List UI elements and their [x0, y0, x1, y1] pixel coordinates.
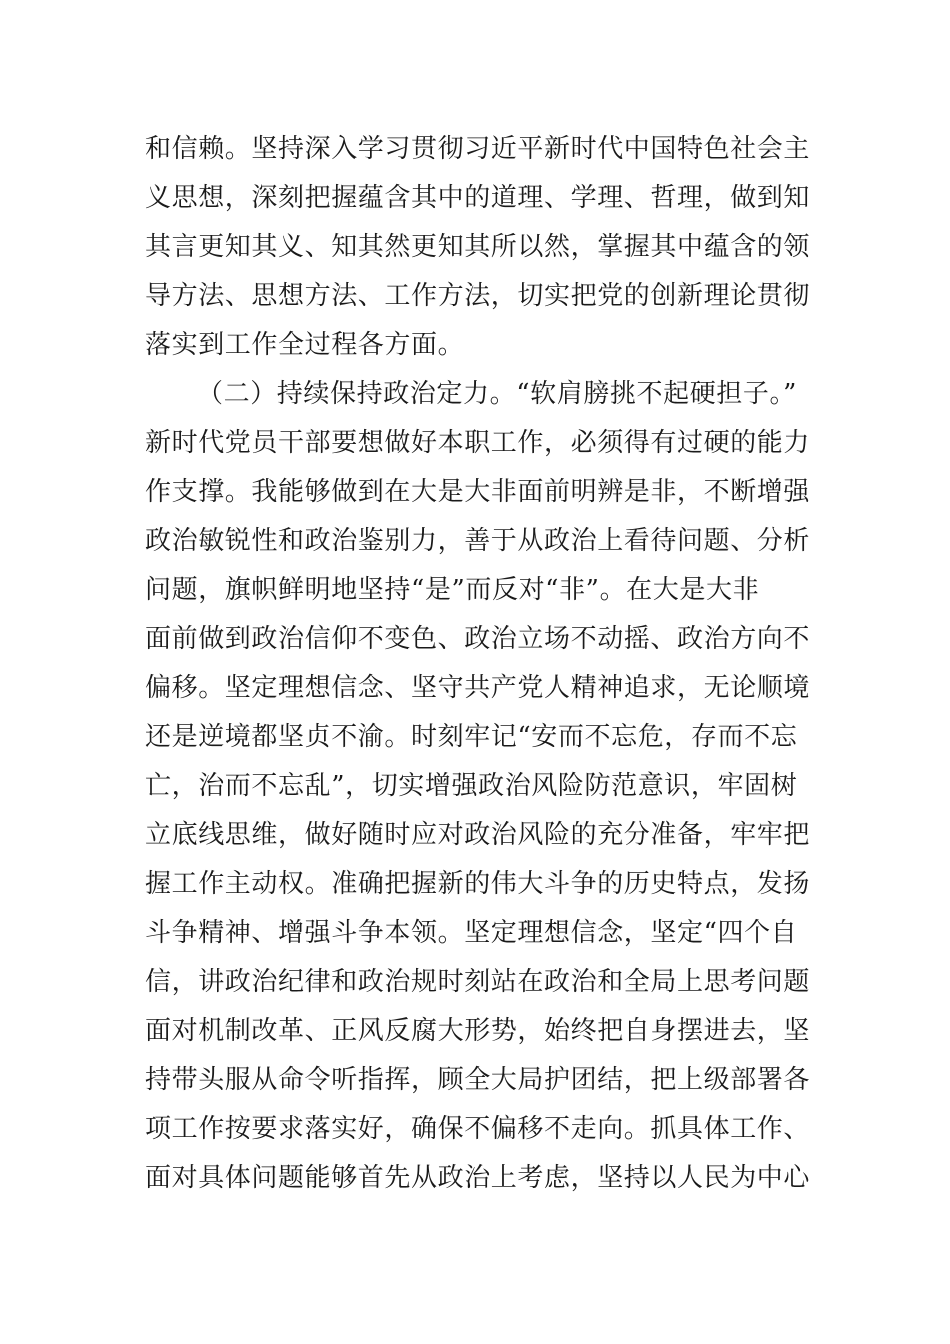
text-line: 新时代党员干部要想做好本职工作，必须得有过硬的能力	[145, 428, 811, 458]
text-line: 其言更知其义、知其然更知其所以然，掌握其中蕴含的领	[145, 232, 811, 262]
text-line: 问题，旗帜鲜明地坚持“是”而反对“非”。在大是大非	[145, 575, 760, 605]
text-line: 立底线思维，做好随时应对政治风险的充分准备，牢牢把	[145, 820, 811, 850]
text-line: 面对具体问题能够首先从政治上考虑，坚持以人民为中心	[145, 1163, 811, 1193]
text-line: 项工作按要求落实好，确保不偏移不走向。抓具体工作、	[145, 1114, 811, 1144]
text-line: 亡，治而不忘乱”，切实增强政治风险防范意识，牢固树	[145, 771, 798, 801]
text-line: 偏移。坚定理想信念、坚守共产党人精神追求，无论顺境	[145, 673, 811, 703]
text-line: 斗争精神、增强斗争本领。坚定理想信念，坚定“四个自	[145, 918, 798, 948]
text-line: 落实到工作全过程各方面。	[145, 330, 465, 360]
text-line: 义思想，深刻把握蕴含其中的道理、学理、哲理，做到知	[145, 183, 811, 213]
text-line: 政治敏锐性和政治鉴别力，善于从政治上看待问题、分析	[145, 526, 811, 556]
body-text	[145, 125, 810, 1203]
text-line: 和信赖。坚持深入学习贯彻习近平新时代中国特色社会主	[145, 134, 811, 164]
text-line: 握工作主动权。准确把握新的伟大斗争的历史特点，发扬	[145, 869, 811, 899]
text-line: 信，讲政治纪律和政治规时刻站在政治和全局上思考问题	[145, 967, 811, 997]
text-line: 还是逆境都坚贞不渝。时刻牢记“安而不忘危，存而不忘	[145, 722, 798, 752]
text-line: 导方法、思想方法、工作方法，切实把党的创新理论贯彻	[145, 281, 811, 311]
text-line: 面对机制改革、正风反腐大形势，始终把自身摆进去，坚	[145, 1016, 811, 1046]
text-line: 作支撑。我能够做到在大是大非面前明辨是非，不断增强	[145, 477, 811, 507]
text-line: 持带头服从命令听指挥，顾全大局护团结，把上级部署各	[145, 1065, 811, 1095]
section-heading-line: （二）持续保持政治定力。“软肩膀挑不起硬担子。”	[197, 379, 797, 409]
text-line: 面前做到政治信仰不变色、政治立场不动摇、政治方向不	[145, 624, 811, 654]
